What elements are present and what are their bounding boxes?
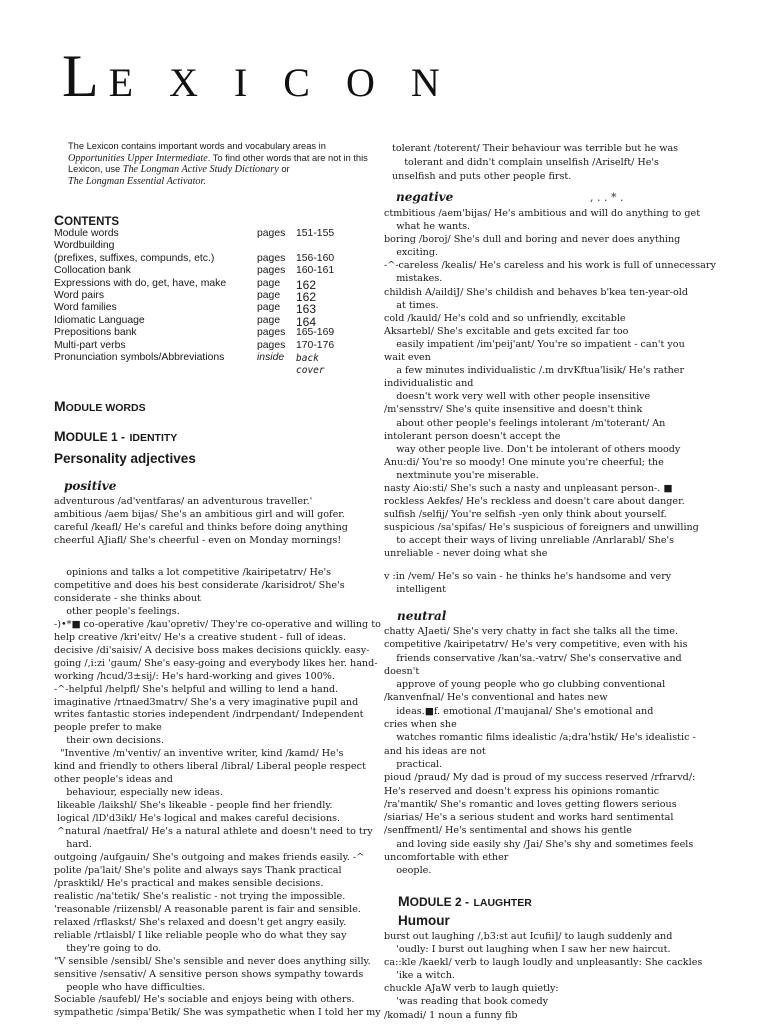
module-words-heading: MODULE WORDS	[54, 398, 146, 414]
lexicon-entry-line: their own decisions.	[54, 735, 165, 747]
contents-label: (prefixes, suffixes, compunds, etc.)	[54, 252, 215, 264]
lexicon-entry-line: easily impatient /im'peij'ant/ You're so impatient - can't you	[384, 338, 685, 350]
lexicon-entry-line: careful /keafl/ He's careful and thinks before doing anything	[54, 521, 348, 533]
contents-page-kind: page	[257, 302, 281, 314]
lexicon-entry-line: and his ideas are not	[384, 745, 486, 757]
lexicon-entry-line: /senffmentl/ He's sentimental and shows his gentle	[384, 825, 632, 837]
lexicon-entry-line: considerate - she thinks about	[54, 592, 201, 604]
contents-page-number: 164	[296, 314, 317, 329]
lexicon-entry-line: chuckle AJaW verb to laugh quietly:	[384, 983, 559, 995]
contents-page-number: 163	[296, 302, 317, 317]
module1-heading: MODULE 1 - IDENTITY	[54, 428, 178, 444]
lexicon-entry-line: people who have difficulties.	[54, 981, 206, 993]
lexicon-entry-line: -^-helpful /helpfl/ She's helpful and willing to lend a hand.	[54, 683, 339, 695]
lexicon-entry-line: to accept their ways of living unreliable /Anrlarabl/ She's	[384, 535, 675, 547]
negative-entries	[384, 207, 734, 596]
lexicon-entry-line: kind and friendly to others liberal /libral/ Liberal people respect	[54, 761, 366, 773]
lexicon-entry-line: working /hcud/3±sij/: He's hard-working and gives 100%.	[54, 670, 335, 682]
contents-page-number: 151-155	[296, 228, 335, 239]
lexicon-entry-line: imaginative /rtnaed3matrv/ She's a very imaginative pupil and	[54, 696, 359, 708]
lexicon-entry-line: writes fantastic stories independent /indrpendant/ Independent	[54, 709, 364, 721]
lexicon-entry-line: friends conservative /kan'sa.-vatrv/ She's conservative and	[384, 652, 682, 664]
lexicon-entry-line: -)•*■ co-operative /kau'opretiv/ They're co-operative and willing to	[54, 618, 381, 630]
lexicon-entry-line: suspicious /sa'spifas/ He's suspicious of foreigners and unwilling	[384, 522, 699, 534]
lexicon-entry-line: Anu:di/ You're so moody! One minute you're cheerful; the	[384, 456, 664, 468]
lexicon-entry-line: cries when she	[384, 719, 457, 731]
lexicon-entry-line: tolerant and didn't complain unselfish /Ariselft/ He's	[392, 157, 659, 168]
lexicon-entry-line: outgoing /aufgauin/ She's outgoing and makes friends easily. -^	[54, 851, 365, 863]
contents-page-kind: page	[257, 314, 281, 326]
contents-label: Wordbuilding	[54, 240, 115, 252]
intro-paragraph: The Lexicon contains important words and vocabulary areas in Opportunities Upper Intermediate. To find other words that are not in this Lexicon, use The Longman Active Study Dictionary or The Longman Essential Activator.	[68, 141, 368, 187]
lexicon-entry-line: ctmbitious /aem'bijas/ He's ambitious and will do anything to get	[384, 208, 701, 219]
lexicon-entry-line: relaxed /rflaskst/ She's relaxed and doesn't get angry easily.	[54, 916, 347, 928]
contents-label: Collocation bank	[54, 265, 131, 277]
contents-page-number: 156-160	[296, 252, 335, 264]
lexicon-entry-line: He's reserved and doesn't express his opinions romantic	[384, 785, 660, 797]
lexicon-entry-line: approve of young people who go clubbing conventional	[384, 679, 666, 691]
contents-page-kind: page	[257, 290, 281, 301]
tolerant-entries	[392, 142, 738, 184]
contents-label: Multi-part verbs	[54, 339, 126, 351]
lexicon-entry-line: people prefer to make	[54, 722, 162, 734]
lexicon-entry-line: what he wants.	[384, 221, 471, 233]
lexicon-entry-line: "V sensible /sensibl/ She's sensible and never does anything silly.	[54, 955, 371, 967]
lexicon-entry-line: wait even	[384, 352, 431, 364]
lexicon-entry-line: adventurous /ad'ventfaras/ an adventurous traveller.'	[54, 496, 313, 507]
lexicon-entry-line: 'reasonable /riizensbl/ A reasonable parent is fair and sensible.	[54, 903, 361, 915]
lexicon-entry-line: Sociable /saufebl/ He's sociable and enjoys being with others.	[54, 994, 355, 1006]
contents-page-number: 170-176	[296, 339, 335, 351]
lexicon-entry-line: help creative /kri'eitv/ He's a creative student - full of ideas.	[54, 631, 347, 643]
contents-page-number: 160-161	[296, 265, 335, 277]
lexicon-entry-line: oeople.	[384, 865, 432, 877]
personality-adjectives-heading: Personality adjectives	[54, 451, 196, 466]
neutral-heading: neutral	[397, 609, 447, 623]
lexicon-entry-line: and loving side easily shy /Jai/ She's shy and sometimes feels	[384, 838, 694, 850]
lexicon-entry-line: "Inventive /m'ventiv/ an inventive writer, kind /kamd/ He's	[54, 748, 344, 760]
lexicon-entry-line: practical.	[384, 758, 443, 770]
lexicon-entry-line: reliable /rtlaisbl/ I like reliable people who do what they say	[54, 929, 347, 941]
lexicon-entry-line: competitive /kairipetatrv/ He's very competitive, even with his	[384, 639, 688, 651]
lexicon-entry-line: intelligent	[384, 584, 447, 596]
lexicon-entry-line: sensitive /sensativ/ A sensitive person shows sympathy towards	[54, 968, 364, 980]
lexicon-entry-line: nasty Aio:sti/ She's such a nasty and unpleasant person-. ■	[384, 482, 673, 494]
contents-page-number: back	[296, 353, 319, 364]
lexicon-entry-line: tolerant /toterent/ Their behaviour was terrible but he was	[392, 143, 679, 154]
lexicon-entry-line: watches romantic films idealistic /a;dra'hstik/ He's idealistic -	[384, 732, 696, 744]
lexicon-entry-line: boring /boroj/ She's dull and boring and never does anything	[384, 234, 681, 246]
humour-entries	[384, 930, 734, 1022]
lexicon-entry-line: a few minutes individualistic /.m drvKftua'lisik/ He's rather	[384, 365, 685, 377]
lexicon-entry-line: sulfish /selfij/ You're selfish -yen only think about yourself.	[384, 509, 667, 521]
lexicon-entry-line: about other people's feelings intolerant /m'toterant/ An	[384, 417, 666, 429]
lexicon-entry-line: cold /kauld/ He's cold and so unfriendly, excitable	[384, 312, 626, 324]
contents-label: Idiomatic Language	[54, 314, 145, 326]
lexicon-entry-line: other people's ideas and	[54, 774, 173, 786]
contents-page-kind: pages	[257, 327, 286, 339]
lexicon-entry-line: likeable /laikshl/ She's likeable - people find her friendly.	[54, 800, 333, 812]
lexicon-entry-line: logical /lD'd3ikl/ He's logical and makes careful decisions.	[54, 813, 341, 825]
lexicon-entry-line: sympathetic /simpa'Betik/ She was sympathetic when I told her my	[54, 1007, 381, 1019]
print-artifact: , . . * .	[590, 191, 624, 204]
lexicon-entry-line: /m'sensstrv/ She's quite insensitive and doesn't think	[384, 404, 643, 416]
lexicon-entry-line: they're going to do.	[54, 942, 162, 954]
contents-label: Module words	[54, 228, 119, 239]
lexicon-entry-line: /ra'mantik/ She's romantic and loves getting flowers serious	[384, 798, 677, 810]
lexicon-entry-line: ^natural /naetfral/ He's a natural athlete and doesn't need to try	[54, 826, 373, 838]
lexicon-entry-line: at times.	[384, 299, 439, 311]
lexicon-entry-line: cheerful AJiafl/ She's cheerful - even on Monday mornings!	[54, 534, 342, 546]
lexicon-entry-line: /kanvenfnal/ He's conventional and hates new	[384, 692, 608, 704]
neutral-entries	[384, 625, 734, 878]
lexicon-entry-line: other people's feelings.	[54, 605, 180, 617]
lexicon-entry-line: intolerant person doesn't accept the	[384, 430, 561, 442]
lexicon-entry-line: ca::kle /kaekl/ verb to laugh loudly and unpleasantly: She cackles	[384, 957, 703, 969]
lexicon-entry-line: competitive and does his best considerate /karisidrot/ She's	[54, 579, 345, 591]
contents-page-kind: pages	[257, 265, 286, 277]
lexicon-entry-line: unreliable - never doing what she	[384, 548, 548, 560]
lexicon-entry-line: ideas.■f. emotional /I'maujanal/ She's emotional and	[384, 705, 654, 717]
lexicon-entry-line: /siarias/ He's a serious student and works hard sentimental	[384, 812, 674, 824]
module2-heading: MODULE 2 - LAUGHTER	[398, 893, 532, 909]
lexicon-entry-line	[54, 557, 394, 567]
lexicon-entry-line: 'ike a witch.	[384, 970, 455, 982]
contents-page-number: cover	[296, 365, 325, 377]
contents-page-kind: pages	[257, 339, 286, 351]
page-title: LE X I C O N	[62, 43, 453, 109]
lexicon-entry-line: pioud /praud/ My dad is proud of my success reserved /rfrarvd/:	[384, 772, 696, 784]
contents-page-number: 162	[296, 277, 317, 292]
lexicon-entry-line: /komadi/ 1 noun a funny fib	[384, 1009, 518, 1021]
lexicon-entry-line: hard.	[54, 839, 92, 851]
lexicon-entry-line: 'was reading that book comedy	[384, 996, 549, 1008]
lexicon-entry-line: doesn't	[384, 665, 420, 677]
lexicon-entry-line: behaviour, especially new ideas.	[54, 787, 223, 799]
lexicon-entry-line: realistic /na'tetik/ She's realistic - not trying the impossible.	[54, 890, 346, 902]
contents-page-kind: pages	[257, 252, 286, 264]
lexicon-entry-line: -^-careless /kealis/ He's careless and his work is full of unnecessary	[384, 260, 716, 272]
lexicon-entry-line: burst out laughing /,b3:st aut Icufii]/ to laugh suddenly and	[384, 931, 673, 942]
lexicon-entry-line: rockless Aekfes/ He's reckless and doesn't care about danger.	[384, 496, 685, 508]
lexicon-entry-line: doesn't work very well with other people insensitive	[384, 391, 651, 403]
lexicon-entry-line: Aksartebl/ She's excitable and gets excited far too	[384, 325, 629, 337]
contents-page-number: 162	[296, 290, 317, 304]
lexicon-entry-line: decisive /di'saisiv/ A decisive boss makes decisions quickly. easy-	[54, 644, 370, 656]
contents-label: Word families	[54, 302, 117, 314]
lexicon-entry-line: mistakes.	[384, 273, 443, 285]
lexicon-entry-line: uncomfortable with ether	[384, 852, 509, 864]
contents-label: Word pairs	[54, 290, 105, 301]
lexicon-entry-line: v :in /vem/ He's so vain - he thinks he's handsome and very	[384, 571, 672, 583]
lexicon-entry-line: /prasktikl/ He's practical and makes sensible decisions.	[54, 877, 324, 889]
negative-heading: negative	[396, 190, 454, 204]
contents-page-kind: page	[257, 277, 281, 289]
lexicon-entry-line: going /,i:zi 'gaum/ She's easy-going and everybody likes her. hand-	[54, 657, 378, 669]
contents-page-kind: pages	[257, 228, 286, 239]
contents-page-kind: inside	[257, 352, 285, 363]
lexicon-entry-line	[54, 548, 394, 558]
lexicon-entry-line: childish A/aildiJ/ She's childish and behaves b'kea ten-year-old	[384, 286, 688, 298]
lexicon-entry-line: nextminute you're miserable.	[384, 469, 539, 481]
positive-entries	[54, 496, 394, 1020]
lexicon-entry-line: ambitious /aem bijas/ She's an ambitious girl and will gofer.	[54, 508, 345, 520]
humour-heading: Humour	[398, 913, 450, 928]
lexicon-entry-line: opinions and talks a lot competitive /kairipetatrv/ He's	[54, 567, 332, 578]
lexicon-entry-line: unselfish and puts other people first.	[392, 171, 572, 182]
contents-label: Prepositions bank	[54, 327, 137, 339]
lexicon-entry-line	[384, 561, 734, 571]
lexicon-entry-line: way other people live. Don't be intolerant of others moody	[384, 443, 681, 455]
lexicon-entry-line: individualistic and	[384, 378, 474, 390]
lexicon-entry-line: polite /pa'lait/ She's polite and always says Thank practical	[54, 864, 342, 876]
lexicon-entry-line: 'oudly: I burst out laughing when I saw her new haircut.	[384, 944, 671, 956]
positive-heading: positive	[64, 479, 117, 493]
contents-label: Pronunciation symbols/Abbreviations	[54, 352, 225, 363]
lexicon-entry-line: exciting.	[384, 247, 439, 259]
contents-heading: CONTENTS	[54, 212, 120, 228]
contents-label: Expressions with do, get, have, make	[54, 277, 227, 289]
contents-page-number: 165-169	[296, 327, 335, 339]
lexicon-entry-line: chatty AJaeti/ She's very chatty in fact she talks all the time.	[384, 626, 678, 637]
